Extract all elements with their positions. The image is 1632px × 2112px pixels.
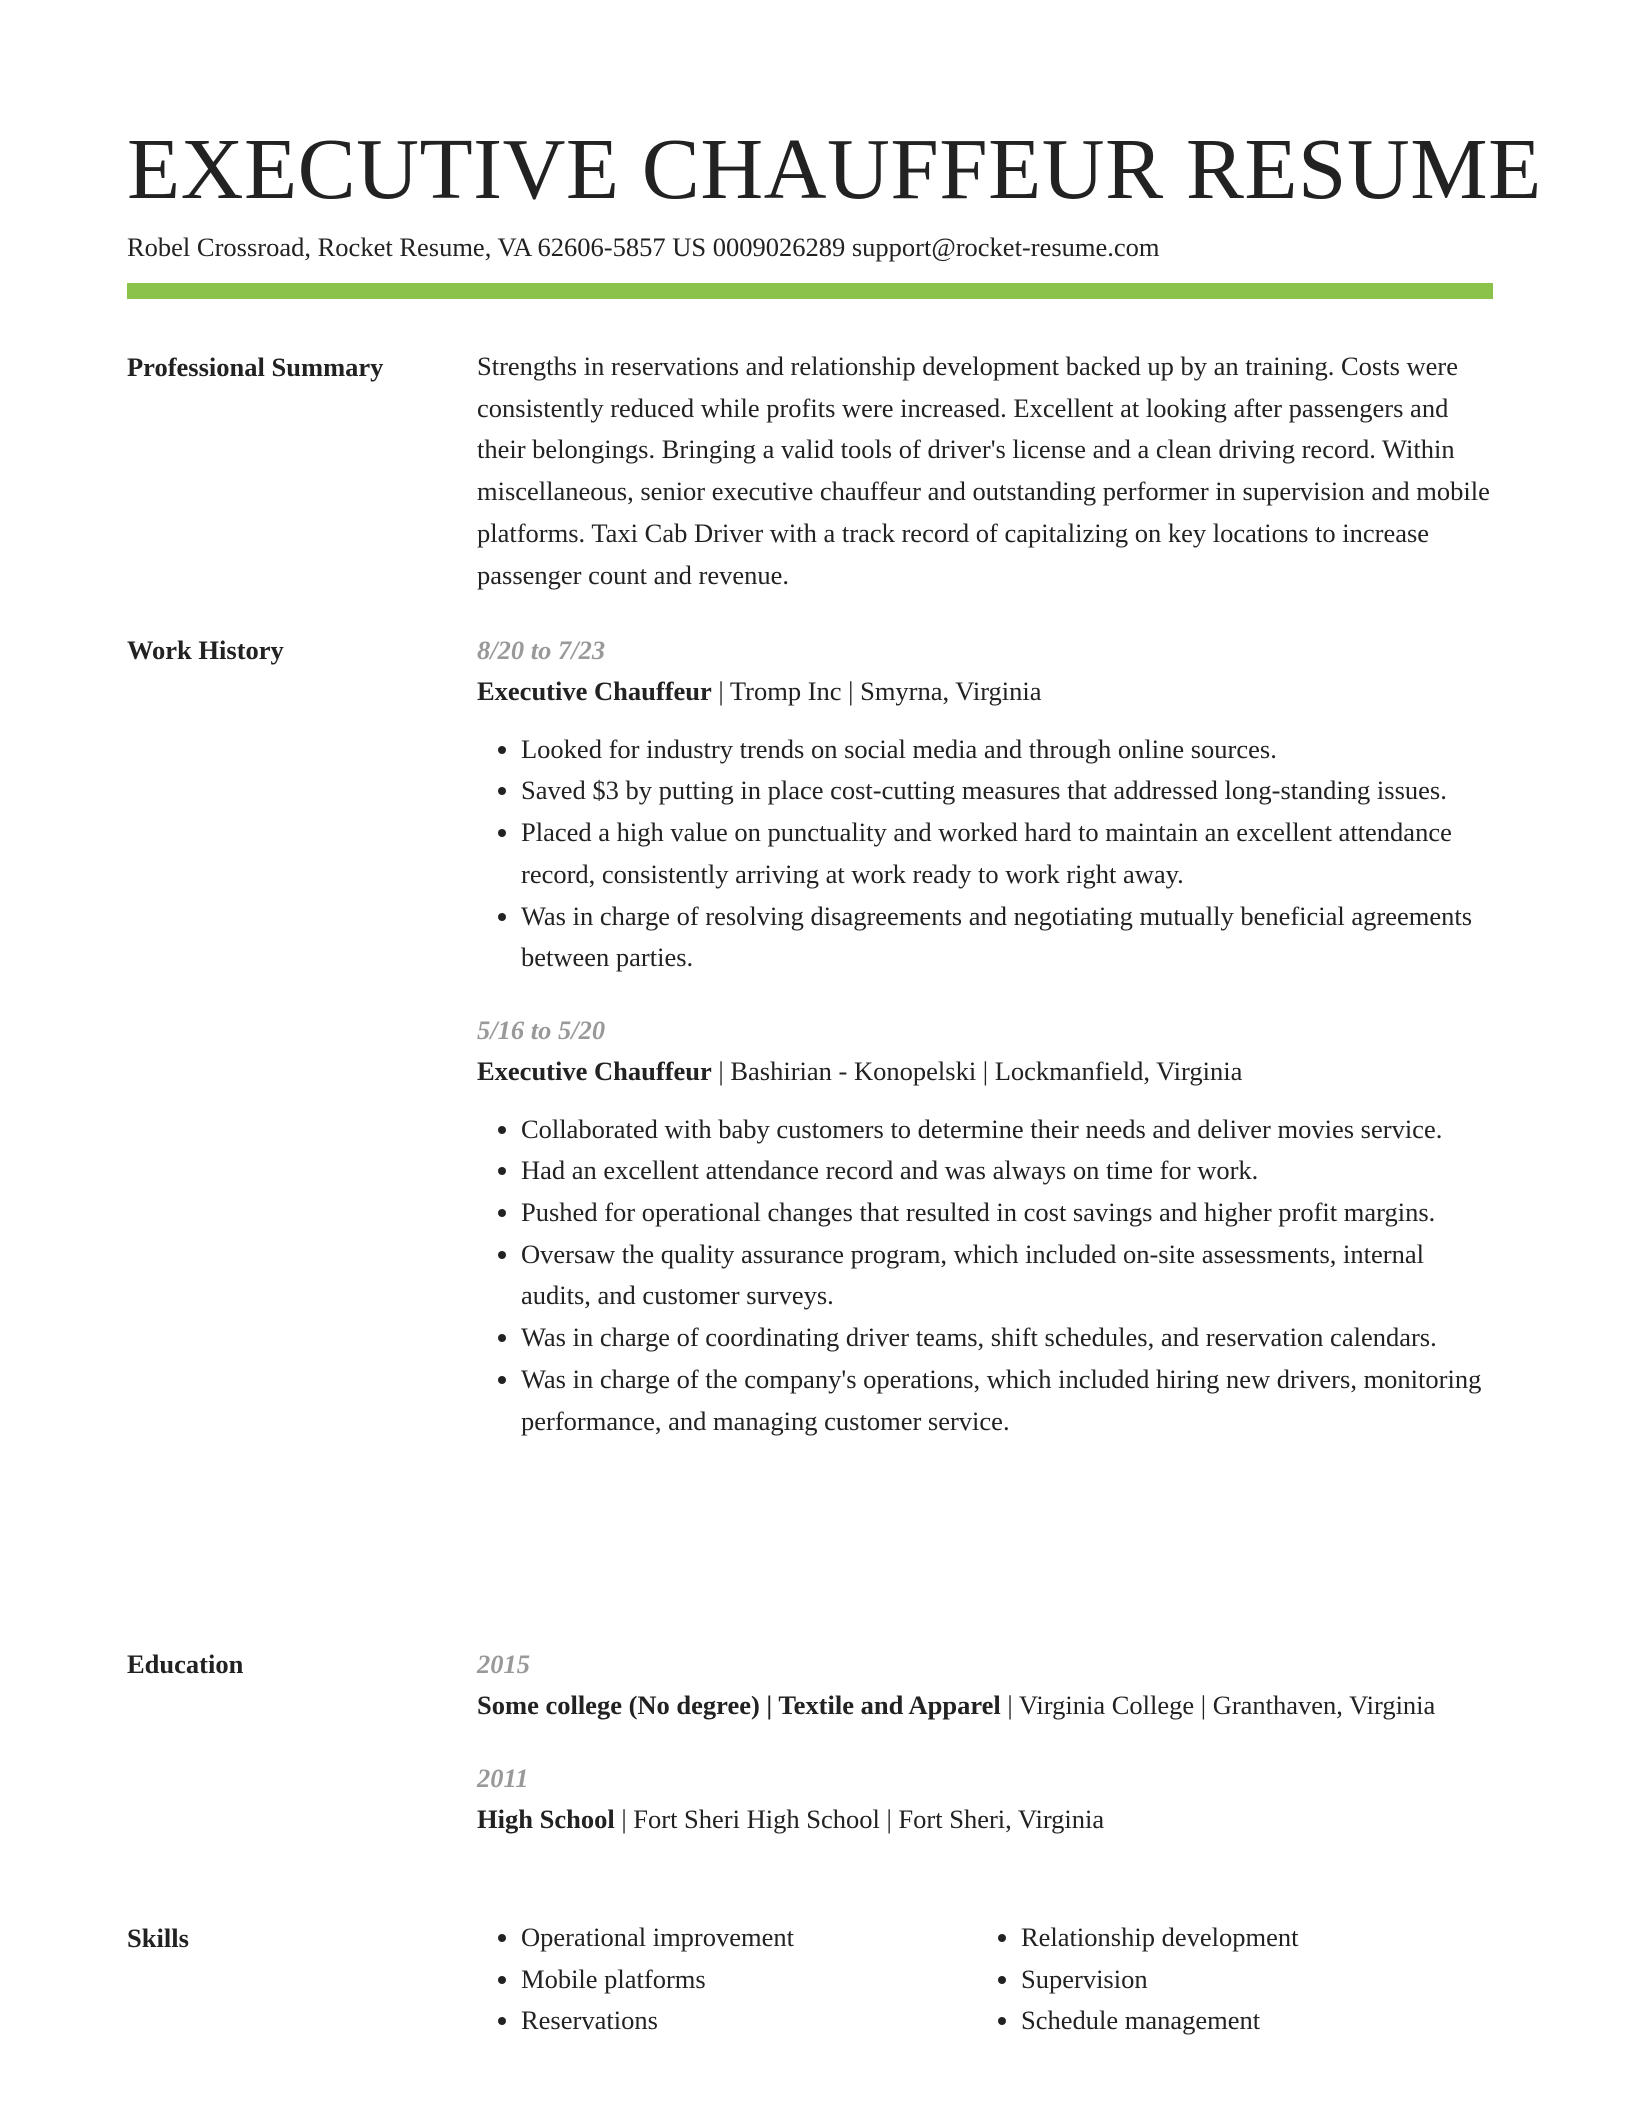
summary-label: Professional Summary — [127, 352, 384, 382]
resume-title: EXECUTIVE CHAUFFEUR RESUME — [127, 120, 1542, 217]
job-title: Executive Chauffeur — [477, 676, 712, 706]
education-heading — [477, 1685, 1493, 1727]
work-history-body — [477, 629, 1493, 1442]
job-bullet: • Saved $3 by putting in place cost-cutting measures that addressed long-standing issues. — [521, 770, 1493, 812]
job-bullet: • Placed a high value on punctuality and worked hard to maintain an excellent attendance record, consistently arriving at work ready to work right away. — [521, 812, 1493, 895]
job-bullet: • Collaborated with baby customers to determine their needs and deliver movies service. — [521, 1109, 1493, 1151]
job-bullet: • Was in charge of the company's operations, which included hiring new drivers, monitoring performance, and managing customer service. — [521, 1359, 1493, 1442]
education-details: | Virginia College | Granthaven, Virginia — [1000, 1690, 1436, 1720]
skills-column-right — [977, 1917, 1477, 2042]
header-accent-rule — [127, 283, 1493, 299]
education-date: 2015 — [477, 1649, 530, 1679]
contact-line: Robel Crossroad, Rocket Resume, VA 62606-5857 US 0009026289 support@rocket-resume.com — [127, 232, 1160, 262]
job-date: 8/20 to 7/23 — [477, 635, 606, 665]
job-bullet: • Was in charge of coordinating driver teams, shift schedules, and reservation calendars. — [521, 1317, 1493, 1359]
skill-item: • Mobile platforms — [521, 1959, 977, 2001]
skills-label: Skills — [127, 1923, 189, 1953]
summary-text: Strengths in reservations and relationship development backed up by an training. Costs were consistently reduced while profits were increased. Excellent at looking after passengers and their belongings. Bringing a valid tools of driver's license and a clean driving record. Within miscellaneous, senior executive chauffeur and outstanding performer in supervision and mobile platforms. Taxi Cab Driver with a track record of capitalizing on key locations to increase passenger count and revenue. — [477, 351, 1490, 590]
job-bullet: • Pushed for operational changes that resulted in cost savings and higher profit margins. — [521, 1192, 1493, 1234]
job-bullet: • Looked for industry trends on social media and through online sources. — [521, 729, 1493, 771]
education-entry — [477, 1757, 1493, 1841]
skill-item: • Supervision — [1021, 1959, 1477, 2001]
job-date: 5/16 to 5/20 — [477, 1014, 606, 1045]
skill-item: • Schedule management — [1021, 2000, 1477, 2042]
education-label: Education — [127, 1649, 244, 1679]
job-bullet: • Oversaw the quality assurance program, which included on-site assessments, internal audits, and customer surveys. — [521, 1234, 1493, 1317]
education-degree: High School — [477, 1803, 615, 1834]
summary-body — [477, 346, 1493, 596]
education-entry — [477, 1643, 1493, 1727]
job-title: Executive Chauffeur — [477, 1055, 712, 1086]
job-entry — [477, 1009, 1493, 1442]
job-heading — [477, 671, 1493, 713]
job-heading — [477, 1051, 1493, 1093]
education-heading — [477, 1799, 1493, 1841]
skills-columns — [477, 1917, 1493, 2042]
work-history-label: Work History — [127, 635, 284, 665]
skills-list-left — [477, 1917, 977, 2042]
education-details: | Fort Sheri High School | Fort Sheri, Virginia — [614, 1803, 1105, 1834]
education-degree: Some college (No degree) | Textile and Apparel — [477, 1690, 1001, 1720]
job-details: | Tromp Inc | Smyrna, Virginia — [711, 676, 1042, 706]
job-entry — [477, 629, 1493, 979]
education-date: 2011 — [477, 1762, 529, 1793]
job-details: | Bashirian - Konopelski | Lockmanfield, Virginia — [711, 1055, 1243, 1086]
skill-item: • Reservations — [521, 2000, 977, 2042]
job-bullets — [477, 1109, 1493, 1443]
skill-item: • Operational improvement — [521, 1917, 977, 1959]
job-bullet: • Was in charge of resolving disagreements and negotiating mutually beneficial agreements between parties. — [521, 896, 1493, 979]
skills-column-left — [477, 1917, 977, 2042]
job-bullet: • Had an excellent attendance record and was always on time for work. — [521, 1150, 1493, 1192]
education-body — [477, 1643, 1493, 1840]
skills-list-right — [977, 1917, 1477, 2042]
skills-body — [477, 1917, 1493, 2042]
skill-item: • Relationship development — [1021, 1917, 1477, 1959]
job-bullets — [477, 729, 1493, 979]
